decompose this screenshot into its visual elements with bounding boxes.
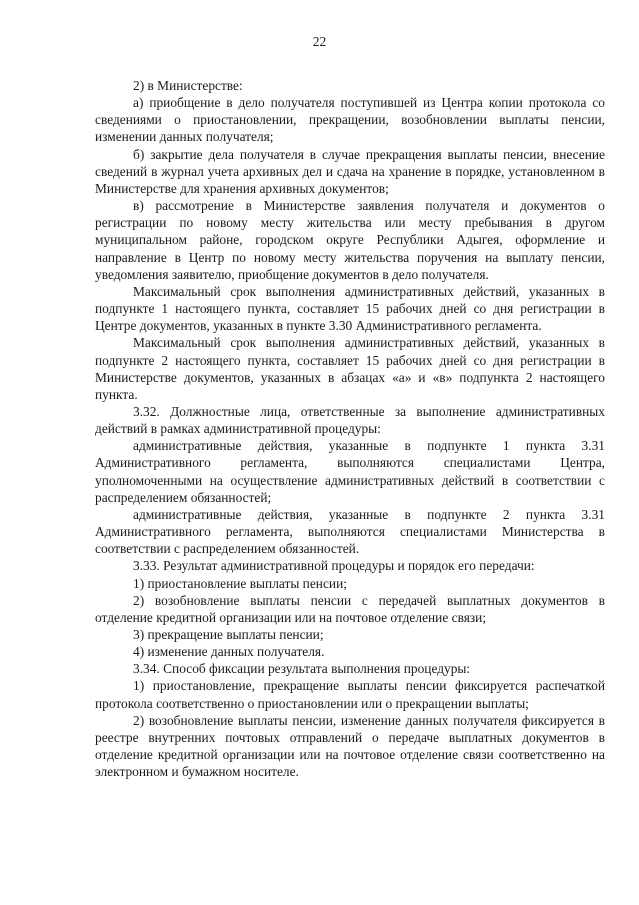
paragraph: административные действия, указанные в подпункте 2 пункта 3.31 Административного регламента, выполняются специалистами Министерства в соответствии с распределением обязанностей.	[95, 506, 605, 557]
paragraph: 4) изменение данных получателя.	[133, 644, 325, 660]
paragraph: 3.32. Должностные лица, ответственные за выполнение административных действий в рамках административной процедуры:	[95, 403, 605, 437]
paragraph: 3) прекращение выплаты пенсии;	[133, 627, 324, 642]
paragraph: в) рассмотрение в Министерстве заявления получателя и документов о регистрации по новому месту жительства или месту пребывания в другом муниципальном районе, городском округе Республики Адыгея, оформление и направление в Центр по новому месту жительства поручения на выплату пенсии, уведомления заявителю, приобщение документов в дело получателя.	[95, 198, 605, 282]
paragraph: 1) приостановление выплаты пенсии;	[133, 575, 347, 591]
paragraph: 2) возобновление выплаты пенсии, изменение данных получателя фиксируется в реестре внутренних почтовых отправлений о передаче выплатных документов в отделение кредитной организации или на почтовое отделение связи соответственно на электронном и бумажном носителе.	[95, 712, 605, 780]
paragraph: 3.33. Результат административной процедуры и порядок его передачи:	[133, 558, 535, 574]
paragraph: б) закрытие дела получателя в случае прекращения выплаты пенсии, внесение сведений в журнал учета архивных дел и сдача на хранение в порядке, установленном в Министерстве для хранения архивных документов;	[95, 146, 605, 196]
paragraph: а) приобщение в дело получателя поступившей из Центра копии протокола со сведениями о приостановлении, прекращении, возобновлении выплаты пенсии, изменении данных получателя;	[95, 95, 605, 145]
page-number: 22	[312, 34, 327, 49]
paragraph: 3.34. Способ фиксации результата выполнения процедуры:	[133, 661, 471, 677]
paragraph: Максимальный срок выполнения административных действий, указанных в подпункте 2 настоящего пункта, составляет 15 рабочих дней со дня регистрации в Министерстве документов, указанных в абзацах «а» и «в» подпункта 2 настоящего пункта.	[95, 335, 605, 402]
paragraph: 2) возобновление выплаты пенсии с передачей выплатных документов в отделение кредитной организации или на почтовое отделение связи;	[95, 592, 605, 625]
paragraph: 2) в Министерстве:	[133, 78, 243, 93]
document-body	[95, 77, 605, 780]
paragraph: Максимальный срок выполнения административных действий, указанных в подпункте 1 настоящего пункта, составляет 15 рабочих дней со дня регистрации в Центре документов, указанных в пункте 3.30 Административного регламента.	[95, 283, 605, 334]
paragraph: 1) приостановление, прекращение выплаты пенсии фиксируется распечаткой протокола соответственно о приостановлении или о прекращении выплаты;	[95, 678, 605, 711]
paragraph: административные действия, указанные в подпункте 1 пункта 3.31 Административного регламента, выполняются специалистами Центра, уполномоченными на осуществление административных действий в соответствии с распределением обязанностей;	[95, 438, 605, 505]
